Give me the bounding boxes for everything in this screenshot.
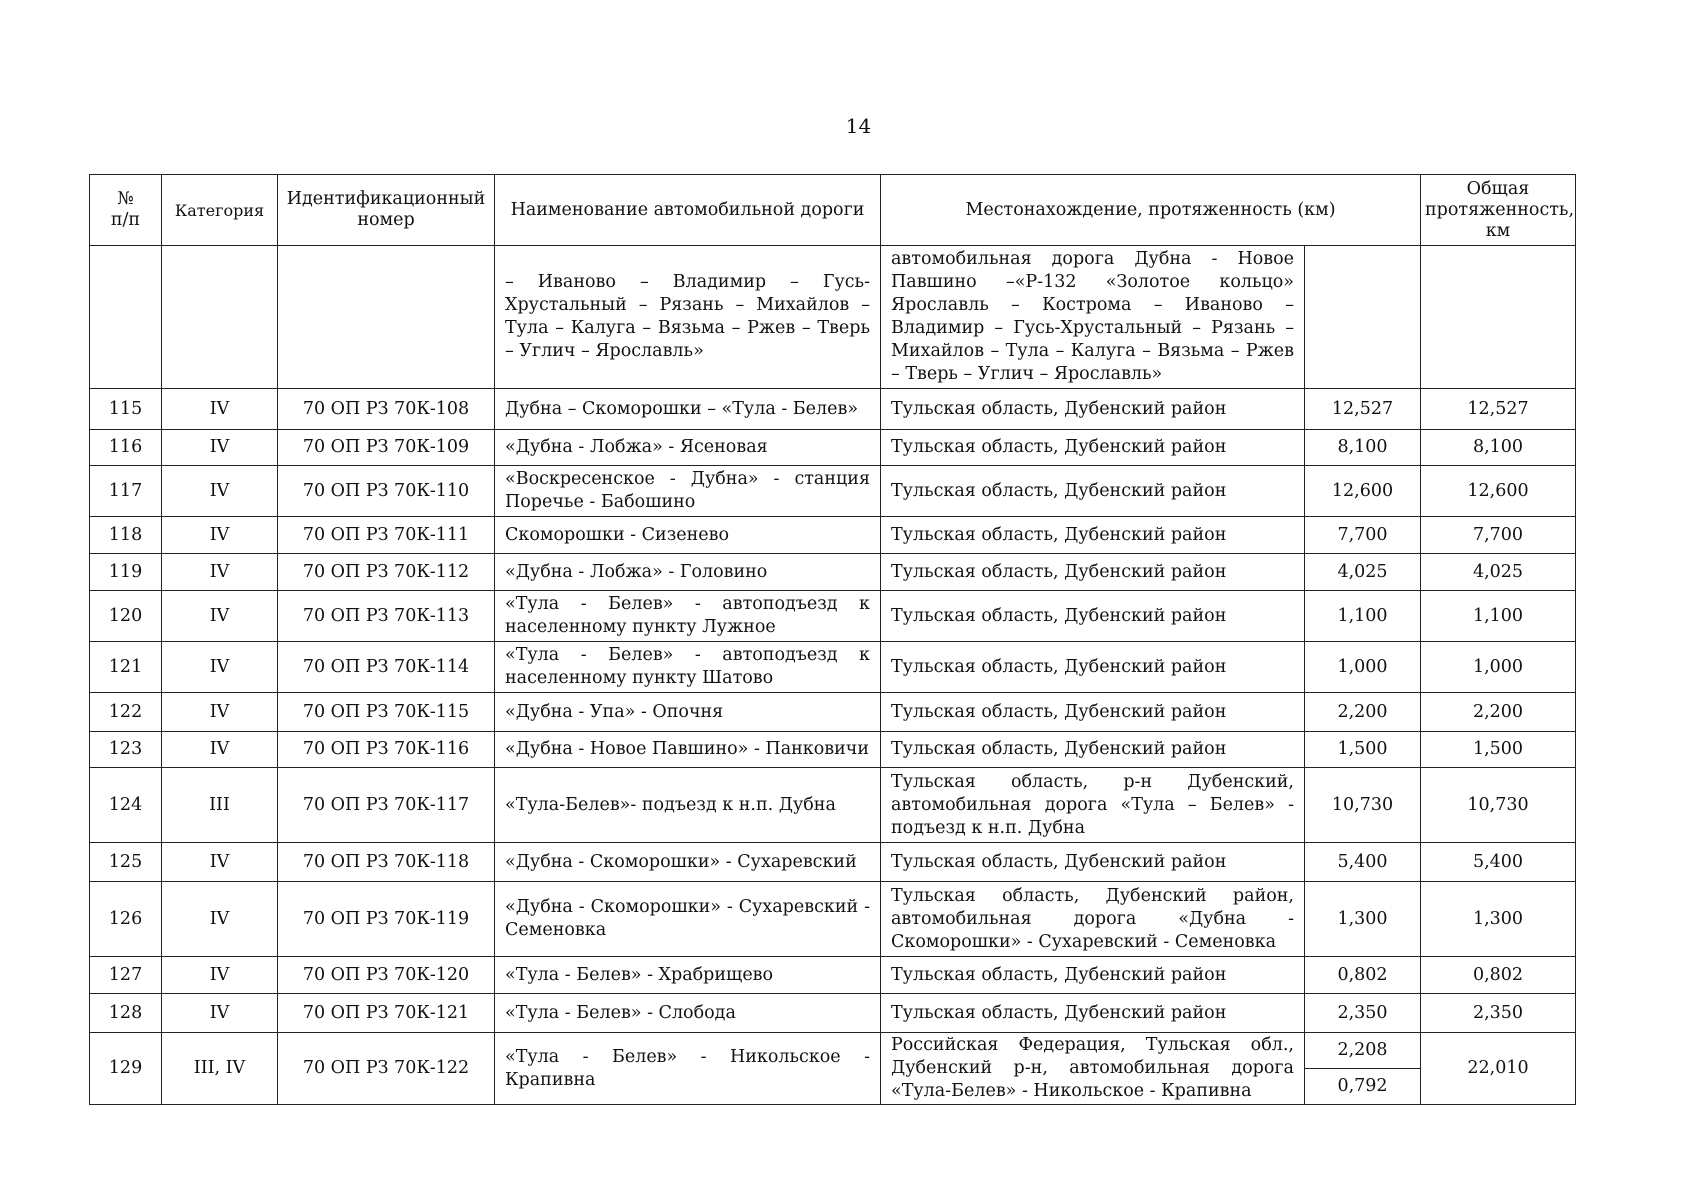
cell-location: Тульская область, р-н Дубенский, автомобильная дорога «Тула – Белев» - подъезд к н.п. Дубна xyxy=(881,768,1305,843)
cell-name: – Иваново – Владимир – Гусь-Хрустальный – Рязань – Михайлов – Тула – Калуга – Вязьма – Ржев – Тверь – Углич – Ярославль» xyxy=(495,246,881,389)
cell-total xyxy=(1421,246,1576,389)
cell-length: 0,802 xyxy=(1305,957,1421,994)
cell-id: 70 ОП РЗ 70К-121 xyxy=(278,994,495,1033)
cell-location: Тульская область, Дубенский район xyxy=(881,591,1305,642)
cell-total: 0,802 xyxy=(1421,957,1576,994)
cell-id: 70 ОП РЗ 70К-113 xyxy=(278,591,495,642)
cell-length: 12,527 xyxy=(1305,389,1421,430)
cell-num: 123 xyxy=(90,732,162,768)
cell-total: 12,600 xyxy=(1421,466,1576,517)
cell-name: «Тула - Белев» - автоподъезд к населенному пункту Лужное xyxy=(495,591,881,642)
cell-num: 119 xyxy=(90,554,162,591)
cell-id: 70 ОП РЗ 70К-122 xyxy=(278,1033,495,1105)
cell-total: 1,300 xyxy=(1421,882,1576,957)
cell-category: IV xyxy=(162,732,278,768)
cell-num: 126 xyxy=(90,882,162,957)
page-number: 14 xyxy=(845,114,872,138)
cell-id: 70 ОП РЗ 70К-114 xyxy=(278,642,495,693)
cell-num: 128 xyxy=(90,994,162,1033)
cell-location: Тульская область, Дубенский район xyxy=(881,994,1305,1033)
cell-category: IV xyxy=(162,430,278,466)
cell-category: IV xyxy=(162,466,278,517)
header-name: Наименование автомобильной дороги xyxy=(495,175,881,246)
cell-name: «Дубна - Упа» - Опочня xyxy=(495,693,881,732)
cell-name: «Тула - Белев» - Храбрищево xyxy=(495,957,881,994)
table-row xyxy=(90,517,1576,554)
cell-total: 8,100 xyxy=(1421,430,1576,466)
cell-length: 2,208 xyxy=(1305,1033,1421,1069)
cell-category: III xyxy=(162,768,278,843)
cell-num: 115 xyxy=(90,389,162,430)
table-row xyxy=(90,591,1576,642)
cell-id: 70 ОП РЗ 70К-109 xyxy=(278,430,495,466)
cell-id: 70 ОП РЗ 70К-111 xyxy=(278,517,495,554)
cell-location: Тульская область, Дубенский район xyxy=(881,732,1305,768)
table-row xyxy=(90,732,1576,768)
cell-num: 127 xyxy=(90,957,162,994)
cell-id: 70 ОП РЗ 70К-116 xyxy=(278,732,495,768)
table-row xyxy=(90,994,1576,1033)
cell-category: IV xyxy=(162,994,278,1033)
cell-total: 2,200 xyxy=(1421,693,1576,732)
cell-length: 8,100 xyxy=(1305,430,1421,466)
table-row xyxy=(90,1033,1576,1069)
table-row xyxy=(90,693,1576,732)
cell-length: 2,350 xyxy=(1305,994,1421,1033)
cell-num: 121 xyxy=(90,642,162,693)
header-id: Идентификационный номер xyxy=(278,175,495,246)
cell-length: 1,300 xyxy=(1305,882,1421,957)
cell-id: 70 ОП РЗ 70К-119 xyxy=(278,882,495,957)
cell-category xyxy=(162,246,278,389)
cell-location: Тульская область, Дубенский район xyxy=(881,389,1305,430)
cell-category: III, IV xyxy=(162,1033,278,1105)
cell-id: 70 ОП РЗ 70К-110 xyxy=(278,466,495,517)
table-row xyxy=(90,957,1576,994)
cell-total: 1,100 xyxy=(1421,591,1576,642)
cell-length: 5,400 xyxy=(1305,843,1421,882)
cell-num: 120 xyxy=(90,591,162,642)
cell-location: автомобильная дорога Дубна - Новое Павшино –«Р-132 «Золотое кольцо» Ярославль – Кострома – Иваново – Владимир – Гусь-Хрустальный – Рязань – Михайлов – Тула – Калуга – Вязьма – Ржев – Тверь – Углич – Ярославль» xyxy=(881,246,1305,389)
cell-num: 124 xyxy=(90,768,162,843)
cell-location: Тульская область, Дубенский район xyxy=(881,957,1305,994)
cell-id: 70 ОП РЗ 70К-115 xyxy=(278,693,495,732)
cell-num: 116 xyxy=(90,430,162,466)
cell-name: «Дубна - Лобжа» - Ясеновая xyxy=(495,430,881,466)
cell-location: Тульская область, Дубенский район xyxy=(881,466,1305,517)
cell-location: Тульская область, Дубенский район xyxy=(881,642,1305,693)
cell-name: «Дубна - Скоморошки» - Сухаревский - Семеновка xyxy=(495,882,881,957)
cell-location: Тульская область, Дубенский район, автомобильная дорога «Дубна - Скоморошки» - Сухаревский - Семеновка xyxy=(881,882,1305,957)
cell-location: Тульская область, Дубенский район xyxy=(881,693,1305,732)
continuation-row xyxy=(90,246,1576,389)
cell-num: 122 xyxy=(90,693,162,732)
cell-total: 12,527 xyxy=(1421,389,1576,430)
table-row xyxy=(90,843,1576,882)
roads-table xyxy=(89,174,1576,1105)
cell-length: 1,100 xyxy=(1305,591,1421,642)
cell-length: 0,792 xyxy=(1305,1069,1421,1105)
cell-category: IV xyxy=(162,882,278,957)
cell-category: IV xyxy=(162,957,278,994)
cell-name: «Тула - Белев» - Слобода xyxy=(495,994,881,1033)
header-num: № п/п xyxy=(90,175,162,246)
cell-length: 12,600 xyxy=(1305,466,1421,517)
cell-length: 10,730 xyxy=(1305,768,1421,843)
cell-category: IV xyxy=(162,642,278,693)
cell-num: 117 xyxy=(90,466,162,517)
cell-category: IV xyxy=(162,389,278,430)
table-row xyxy=(90,882,1576,957)
cell-name: «Тула - Белев» - Никольское - Крапивна xyxy=(495,1033,881,1105)
cell-num: 125 xyxy=(90,843,162,882)
cell-total: 1,000 xyxy=(1421,642,1576,693)
table-row xyxy=(90,430,1576,466)
cell-name: Скоморошки - Сизенево xyxy=(495,517,881,554)
cell-id: 70 ОП РЗ 70К-118 xyxy=(278,843,495,882)
cell-location: Тульская область, Дубенский район xyxy=(881,554,1305,591)
header-location: Местонахождение, протяженность (км) xyxy=(881,175,1421,246)
cell-id: 70 ОП РЗ 70К-108 xyxy=(278,389,495,430)
cell-location: Тульская область, Дубенский район xyxy=(881,430,1305,466)
cell-name: «Дубна - Скоморошки» - Сухаревский xyxy=(495,843,881,882)
cell-length: 1,500 xyxy=(1305,732,1421,768)
cell-total: 1,500 xyxy=(1421,732,1576,768)
cell-location: Российская Федерация, Тульская обл., Дубенский р-н, автомобильная дорога «Тула-Белев» - Никольское - Крапивна xyxy=(881,1033,1305,1105)
cell-id: 70 ОП РЗ 70К-120 xyxy=(278,957,495,994)
cell-name: «Воскресенское - Дубна» - станция Поречье - Бабошино xyxy=(495,466,881,517)
table-row xyxy=(90,768,1576,843)
cell-num xyxy=(90,246,162,389)
cell-total: 5,400 xyxy=(1421,843,1576,882)
cell-num: 129 xyxy=(90,1033,162,1105)
cell-category: IV xyxy=(162,843,278,882)
cell-category: IV xyxy=(162,517,278,554)
cell-total: 4,025 xyxy=(1421,554,1576,591)
cell-length: 7,700 xyxy=(1305,517,1421,554)
cell-length: 1,000 xyxy=(1305,642,1421,693)
cell-length: 4,025 xyxy=(1305,554,1421,591)
cell-name: «Тула-Белев»- подъезд к н.п. Дубна xyxy=(495,768,881,843)
cell-total: 2,350 xyxy=(1421,994,1576,1033)
table-row xyxy=(90,466,1576,517)
cell-id xyxy=(278,246,495,389)
cell-category: IV xyxy=(162,591,278,642)
table-row xyxy=(90,389,1576,430)
cell-total: 22,010 xyxy=(1421,1033,1576,1105)
cell-name: «Дубна - Новое Павшино» - Панковичи xyxy=(495,732,881,768)
cell-location: Тульская область, Дубенский район xyxy=(881,843,1305,882)
header-total: Общая протяженность, км xyxy=(1421,175,1576,246)
cell-location: Тульская область, Дубенский район xyxy=(881,517,1305,554)
cell-id: 70 ОП РЗ 70К-117 xyxy=(278,768,495,843)
cell-total: 10,730 xyxy=(1421,768,1576,843)
header-row xyxy=(90,175,1576,246)
table-row xyxy=(90,554,1576,591)
cell-name: «Дубна - Лобжа» - Головино xyxy=(495,554,881,591)
cell-name: «Тула - Белев» - автоподъезд к населенному пункту Шатово xyxy=(495,642,881,693)
cell-total: 7,700 xyxy=(1421,517,1576,554)
cell-category: IV xyxy=(162,693,278,732)
table-row xyxy=(90,642,1576,693)
cell-category: IV xyxy=(162,554,278,591)
cell-length: 2,200 xyxy=(1305,693,1421,732)
cell-length xyxy=(1305,246,1421,389)
cell-id: 70 ОП РЗ 70К-112 xyxy=(278,554,495,591)
cell-name: Дубна – Скоморошки – «Тула - Белев» xyxy=(495,389,881,430)
cell-num: 118 xyxy=(90,517,162,554)
header-category: Категория xyxy=(162,175,278,246)
